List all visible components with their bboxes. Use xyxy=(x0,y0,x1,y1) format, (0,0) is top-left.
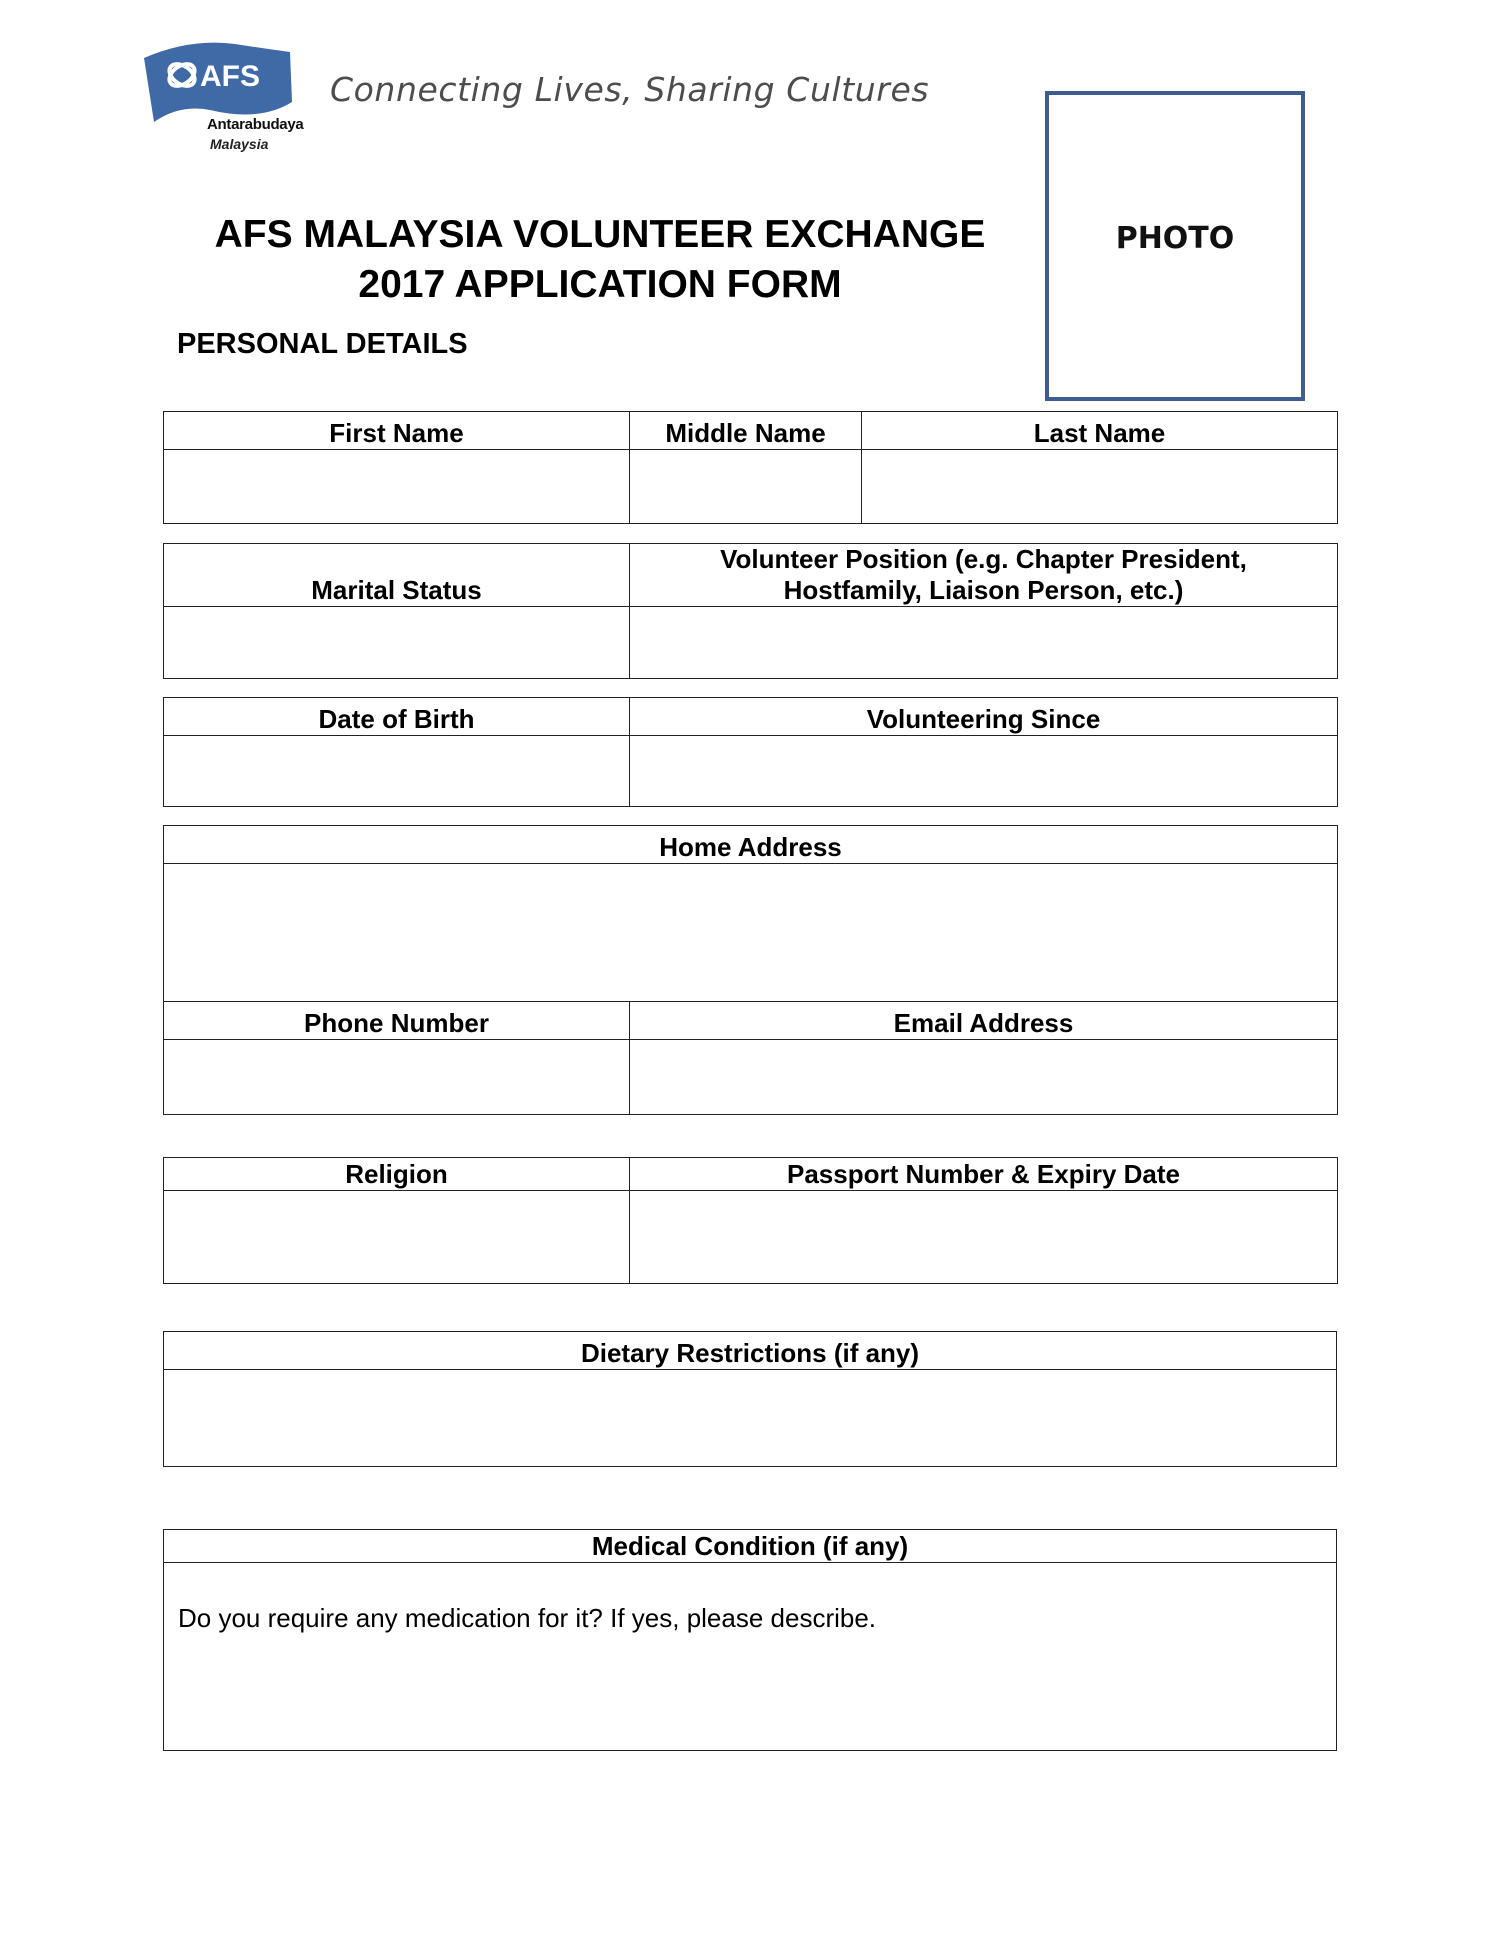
email-address-field[interactable] xyxy=(630,1040,1338,1115)
first-name-label: First Name xyxy=(164,412,630,450)
passport-label: Passport Number & Expiry Date xyxy=(630,1158,1338,1191)
phone-number-field[interactable] xyxy=(164,1040,630,1115)
dob-since-table xyxy=(163,697,1338,807)
dietary-table xyxy=(163,1331,1337,1467)
email-address-label: Email Address xyxy=(630,1002,1338,1040)
afs-flag-icon xyxy=(140,30,300,130)
medication-prompt: Do you require any medication for it? If yes, please describe. xyxy=(178,1603,877,1633)
home-address-label: Home Address xyxy=(164,826,1338,864)
afs-logo xyxy=(140,30,310,160)
volunteer-position-label xyxy=(630,544,1338,607)
marital-status-field[interactable] xyxy=(164,607,630,679)
form-title xyxy=(180,210,1020,310)
medical-condition-field[interactable] xyxy=(164,1563,1337,1751)
marital-status-label: Marital Status xyxy=(164,544,630,607)
dietary-restrictions-label: Dietary Restrictions (if any) xyxy=(164,1332,1337,1370)
home-address-field[interactable] xyxy=(164,864,1338,1002)
form-title-line2: 2017 APPLICATION FORM xyxy=(358,263,842,306)
form-title-line1: AFS MALAYSIA VOLUNTEER EXCHANGE xyxy=(214,213,986,256)
status-position-table xyxy=(163,543,1338,679)
volunteering-since-label: Volunteering Since xyxy=(630,698,1338,736)
photo-label: PHOTO xyxy=(1115,221,1235,256)
medical-table xyxy=(163,1529,1337,1751)
middle-name-label: Middle Name xyxy=(630,412,862,450)
volunteer-position-label-line2: Hostfamily, Liaison Person, etc.) xyxy=(783,575,1184,605)
photo-box[interactable] xyxy=(1045,91,1305,401)
volunteer-position-field[interactable] xyxy=(630,607,1338,679)
section-title: PERSONAL DETAILS xyxy=(177,328,468,360)
date-of-birth-field[interactable] xyxy=(164,736,630,807)
last-name-field[interactable] xyxy=(862,450,1338,524)
last-name-label: Last Name xyxy=(862,412,1338,450)
religion-passport-table xyxy=(163,1157,1338,1284)
logo-text: AFS xyxy=(200,60,260,93)
religion-label: Religion xyxy=(164,1158,630,1191)
passport-field[interactable] xyxy=(630,1191,1338,1284)
middle-name-field[interactable] xyxy=(630,450,862,524)
volunteer-position-label-line1: Volunteer Position (e.g. Chapter President, xyxy=(720,544,1247,574)
dietary-restrictions-field[interactable] xyxy=(164,1370,1337,1467)
religion-field[interactable] xyxy=(164,1191,630,1284)
medical-condition-label: Medical Condition (if any) xyxy=(164,1530,1337,1563)
phone-number-label: Phone Number xyxy=(164,1002,630,1040)
tagline: Connecting Lives, Sharing Cultures xyxy=(330,70,930,109)
name-table xyxy=(163,411,1338,524)
volunteering-since-field[interactable] xyxy=(630,736,1338,807)
first-name-field[interactable] xyxy=(164,450,630,524)
logo-country: Malaysia xyxy=(210,136,269,152)
date-of-birth-label: Date of Birth xyxy=(164,698,630,736)
logo-organization: Antarabudaya xyxy=(207,116,304,133)
contact-table xyxy=(163,825,1338,1115)
